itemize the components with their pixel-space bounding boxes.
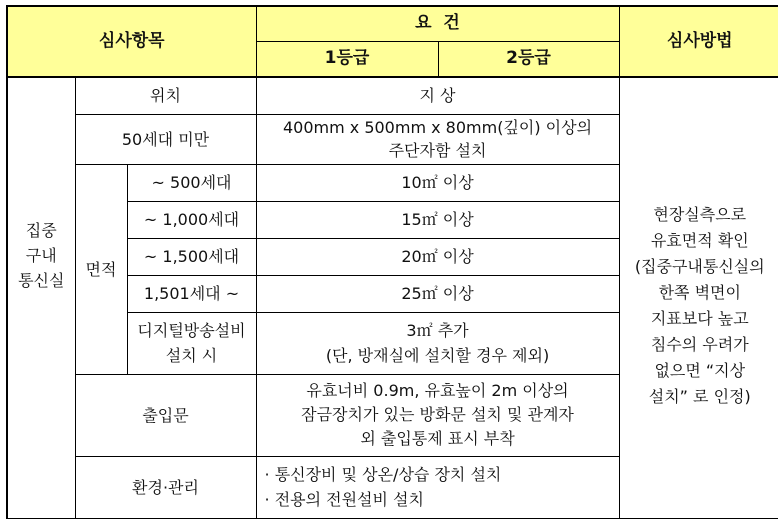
environment-list <box>256 456 619 518</box>
environment-label: 환경·관리 <box>75 456 256 518</box>
group-label: 집중 구내 통신실 <box>7 77 75 518</box>
area-row-label: 디지털방송설비 설치 시 <box>127 312 256 374</box>
area-row-value: 10㎡ 이상 <box>256 164 619 201</box>
list-item: · 통신장비 및 상온/상습 장치 설치 <box>264 465 502 484</box>
header-grade1: 1등급 <box>256 41 438 77</box>
header-method: 심사방법 <box>619 6 778 77</box>
under50-value: 400mm x 500mm x 80mm(깊이) 이상의 주단자함 설치 <box>256 114 619 164</box>
area-row-value: 3㎡ 추가 (단, 방재실에 설치할 경우 제외) <box>256 312 619 374</box>
area-row-label: ~ 1,000세대 <box>127 201 256 238</box>
area-label: 면적 <box>75 164 127 374</box>
method-text: 현장실측으로 유효면적 확인 (집중구내통신실의 한쪽 벽면이 지표보다 높고 침수의 우려가 없으면 “지상 설치” 로 인정) <box>619 77 778 518</box>
area-row-value: 20㎡ 이상 <box>256 238 619 275</box>
door-value: 유효너비 0.9m, 유효높이 2m 이상의 잠금장치가 있는 방화문 설치 및 관계자 외 출입통제 표시 부착 <box>256 374 619 456</box>
under50-label: 50세대 미만 <box>75 114 256 164</box>
list-item: · 전용의 전원설비 설치 <box>264 490 424 509</box>
area-row-label: 1,501세대 ~ <box>127 275 256 312</box>
door-label: 출입문 <box>75 374 256 456</box>
area-row-label: ~ 1,500세대 <box>127 238 256 275</box>
area-row-value: 15㎡ 이상 <box>256 201 619 238</box>
header-requirements: 요 건 <box>256 6 619 41</box>
location-value: 지 상 <box>256 77 619 114</box>
header-criteria: 심사항목 <box>7 6 256 77</box>
header-grade2: 2등급 <box>438 41 619 77</box>
header-row <box>7 6 778 41</box>
location-row <box>7 77 778 114</box>
location-label: 위치 <box>75 77 256 114</box>
requirements-table <box>6 5 778 519</box>
area-row-label: ~ 500세대 <box>127 164 256 201</box>
area-row-value: 25㎡ 이상 <box>256 275 619 312</box>
